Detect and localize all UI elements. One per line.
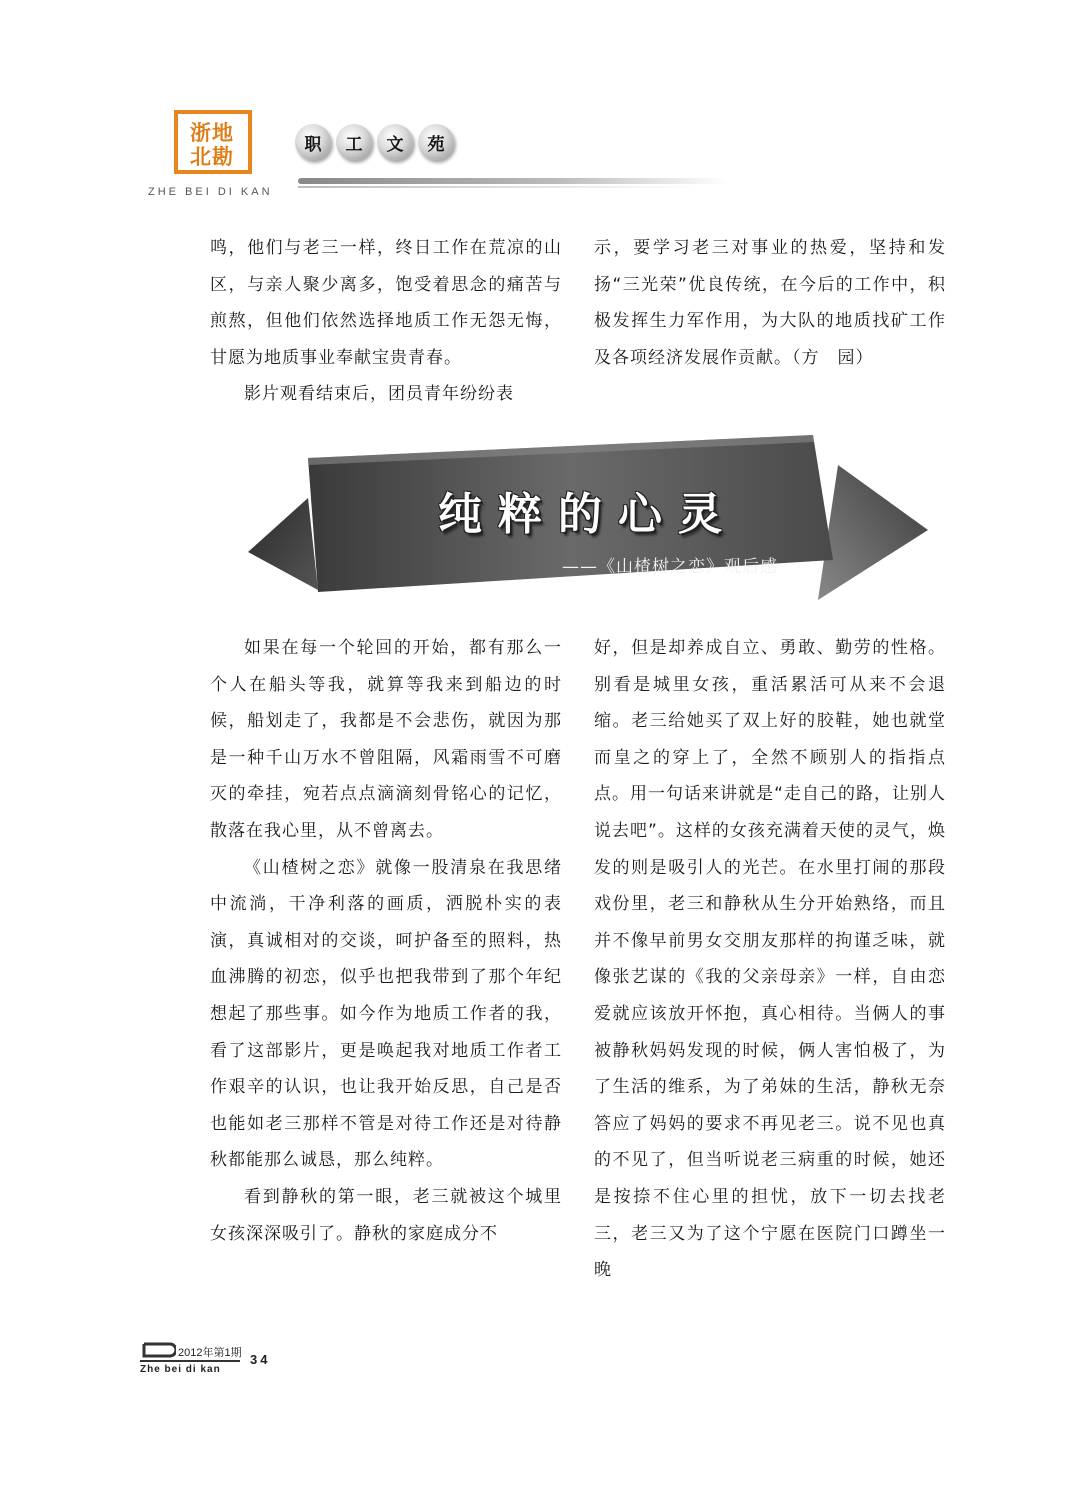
article-title: 纯粹的心灵 <box>438 489 738 540</box>
top-article-column-2 <box>594 230 946 376</box>
paragraph: 看到静秋的第一眼，老三就被这个城里女孩深深吸引了。静秋的家庭成分不 <box>210 1186 562 1244</box>
ribbon-right-tail <box>818 465 928 600</box>
footer-logo-icon <box>140 1340 176 1362</box>
paragraph: 《山楂树之恋》就像一股清泉在我思绪中流淌，干净利落的画质，洒脱朴实的表演，真诚相对的交谈，呵护备至的照料，热血沸腾的初恋，似乎也把我带到了那个年纪想起了那些事。如今作为地质工作者的我，看了这部影片，更是唤起我对地质工作者工作艰辛的认识，也让我开始反思，自己是否也能如老三那样不管是对待工作还是对待静秋都能那么诚恳，那么纯粹。 <box>210 857 562 1171</box>
magazine-logo <box>174 110 252 174</box>
section-title <box>295 124 459 164</box>
issue-label: 2012年第1期 <box>178 1347 242 1359</box>
paragraph: 影片观看结束后，团员青年纷纷表 <box>244 384 514 405</box>
main-article-column-1 <box>210 630 562 1252</box>
header-divider <box>298 178 728 184</box>
page-number: 34 <box>250 1352 271 1367</box>
article-subtitle: ——《山楂树之恋》观后感 <box>562 557 778 577</box>
paragraph: 鸣，他们与老三一样，终日工作在荒凉的山区，与亲人聚少离多，饱受着思念的痛苦与煎熬，但他们依然选择地质工作无怨无悔，甘愿为地质事业奉献宝贵青春。 <box>210 238 562 368</box>
main-article-column-2 <box>594 630 946 1289</box>
ribbon-left-tail <box>248 498 318 590</box>
paragraph-text: 示，要学习老三对事业的热爱，坚持和发扬“三光荣”优良传统，在今后的工作中，积极发挥生力军作用，为大队的地质找矿工作及各项经济发展作贡献。 <box>594 238 946 368</box>
logo-subtitle: ZHE BEI DI KAN <box>148 186 273 198</box>
paragraph: 好，但是却养成自立、勇敢、勤劳的性格。别看是城里女孩，重活累活可从来不会退缩。老三给她买了双上好的胶鞋，她也就堂而皇之的穿上了，全然不顾别人的指指点点。用一句话来讲就是“走自己的路，让别人说去吧”。这样的女孩充满着天使的灵气，焕发的则是吸引人的光芒。在水里打闹的那段戏份里，老三和静秋从生分开始熟络，而且并不像早前男女交朋友那样的拘谨乏味，就像张艺谋的《我的父亲母亲》一样，自由恋爱就应该放开怀抱，真心相待。当俩人的事被静秋妈妈发现的时候，俩人害怕极了，为了生活的维系，为了弟妹的生活，静秋无奈答应了妈妈的要求不再见老三。说不见也真的不见了，但当听说老三病重的时候，她还是按捺不住心里的担忧，放下一切去找老三，老三又为了这个宁愿在医院门口蹲坐一晚 <box>594 638 946 1281</box>
header-divider-thin <box>298 186 698 188</box>
section-char-2: 工 <box>336 124 372 160</box>
paragraph: 如果在每一个轮回的开始，都有那么一个人在船头等我，就算等我来到船边的时候，船划走了，我都是不会悲伤，就因为那是一种千山万水不曾阻隔，风霜雨雪不可磨灭的牵挂，宛若点点滴滴刻骨铭心的记忆，散落在我心里，从不曾离去。 <box>210 638 562 841</box>
top-article-column-1 <box>210 230 562 413</box>
article-title-banner <box>248 430 928 600</box>
paragraph <box>594 230 946 376</box>
logo-line2: 北勘 <box>190 144 234 169</box>
section-char-4: 苑 <box>418 124 454 160</box>
author-credit: （方 园） <box>792 347 874 368</box>
footer-divider <box>140 1360 240 1362</box>
section-char-3: 文 <box>377 124 413 160</box>
section-char-1: 职 <box>295 124 331 160</box>
magazine-name: Zhe bei di kan <box>140 1364 221 1375</box>
logo-line1: 浙地 <box>190 120 234 145</box>
